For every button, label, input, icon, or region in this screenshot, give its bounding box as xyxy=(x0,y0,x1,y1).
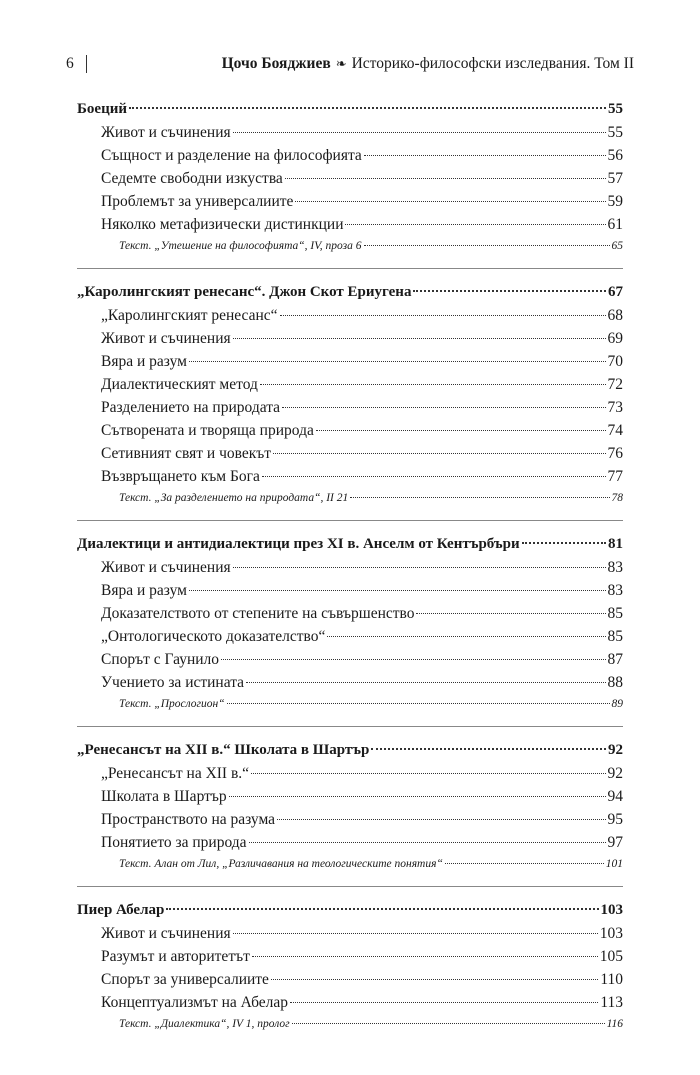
dot-leader xyxy=(445,862,604,864)
subsection-entry xyxy=(101,419,623,442)
dot-leader xyxy=(416,612,605,614)
dot-leader xyxy=(249,841,606,843)
subsection-entry xyxy=(101,213,623,236)
text-excerpt-entry xyxy=(119,854,623,875)
subsection-entry-page: 61 xyxy=(607,216,623,233)
subsection-entry-page: 55 xyxy=(607,124,623,141)
subsection-entry-page: 83 xyxy=(607,582,623,599)
subsection-entry-page: 95 xyxy=(607,811,623,828)
text-excerpt-entry-title: Текст. „Прослогион“ xyxy=(119,698,225,710)
subsection-entry-title: „Онтологическото доказателство“ xyxy=(101,628,326,645)
text-excerpt-entry-title: Текст. „За разделението на природата“, II 21 xyxy=(119,492,349,504)
text-excerpt-entry xyxy=(119,1014,623,1035)
subsection-entry-title: Доказателството от степените на съвършенство xyxy=(101,605,415,622)
subsection-entry xyxy=(101,327,623,350)
dot-leader xyxy=(227,702,610,704)
chapter-entry-page: 67 xyxy=(608,284,623,300)
subsection-entry-page: 110 xyxy=(600,971,623,988)
subsection-entry-title: Проблемът за универсалиите xyxy=(101,193,294,210)
subsection-entry-page: 74 xyxy=(607,422,623,439)
text-excerpt-entry-page: 65 xyxy=(611,240,623,252)
subsection-entry-title: Живот и съчинения xyxy=(101,559,231,576)
subsection-entry xyxy=(101,671,623,694)
text-excerpt-entry xyxy=(119,488,623,509)
subsection-entry-page: 73 xyxy=(607,399,623,416)
book-title: Историко-философски изследвания. Том II xyxy=(351,55,634,72)
chapter-entry xyxy=(77,739,623,762)
subsection-entry-title: Школата в Шартър xyxy=(101,788,227,805)
text-excerpt-entry-page: 78 xyxy=(611,492,623,504)
subsection-entry xyxy=(101,373,623,396)
text-excerpt-entry xyxy=(119,236,623,257)
subsection-entry xyxy=(101,991,623,1014)
dot-leader xyxy=(350,496,609,498)
subsection-entry xyxy=(101,121,623,144)
subsection-entry-page: 56 xyxy=(607,147,623,164)
subsection-entry-page: 70 xyxy=(607,353,623,370)
chapter-entry-title: Диалектици и антидиалектици през XI в. Анселм от Кентърбъри xyxy=(77,536,520,552)
subsection-entry xyxy=(101,785,623,808)
text-excerpt-entry-title: Текст. „Диалектика“, IV 1, пролог xyxy=(119,1018,290,1030)
dot-leader xyxy=(277,818,605,820)
subsection-entry-title: Вяра и разум xyxy=(101,582,187,599)
subsection-entry-page: 85 xyxy=(607,605,623,622)
dot-leader xyxy=(327,635,605,637)
subsection-entry-page: 83 xyxy=(607,559,623,576)
subsection-entry xyxy=(101,190,623,213)
dot-leader xyxy=(233,131,606,133)
subsection-entry xyxy=(101,922,623,945)
subsection-entry xyxy=(101,968,623,991)
chapter-entry xyxy=(77,281,623,304)
subsection-entry xyxy=(101,762,623,785)
subsection-entry-page: 92 xyxy=(607,765,623,782)
dot-leader xyxy=(285,177,606,179)
dot-leader xyxy=(273,452,605,454)
subsection-entry-title: Същност и разделение на философията xyxy=(101,147,362,164)
subsection-entry xyxy=(101,442,623,465)
chapter-entry-page: 103 xyxy=(600,902,623,918)
subsection-entry-title: Живот и съчинения xyxy=(101,124,231,141)
subsection-entry-title: Учението за истината xyxy=(101,674,245,691)
subsection-entry xyxy=(101,350,623,373)
dot-leader xyxy=(292,1022,605,1024)
subsection-entry-title: „Ренесансът на XII в.“ xyxy=(101,765,250,782)
dot-leader xyxy=(364,244,610,246)
text-excerpt-entry-title: Текст. „Утешение на философията“, IV, проза 6 xyxy=(119,240,362,252)
subsection-entry-title: Сътворената и творяща природа xyxy=(101,422,314,439)
dot-leader xyxy=(166,907,598,910)
subsection-entry-page: 59 xyxy=(607,193,623,210)
subsection-entry-page: 85 xyxy=(607,628,623,645)
table-of-contents xyxy=(77,98,623,1058)
chapter-entry xyxy=(77,533,623,556)
toc-section xyxy=(77,739,623,887)
chapter-entry-title: „Ренесансът на XII в.“ Школата в Шартър xyxy=(77,742,370,758)
subsection-entry-page: 68 xyxy=(607,307,623,324)
text-excerpt-entry-page: 116 xyxy=(606,1018,623,1030)
dot-leader xyxy=(260,383,606,385)
page-number-divider xyxy=(86,55,87,73)
text-excerpt-entry-page: 89 xyxy=(611,698,623,710)
subsection-entry xyxy=(101,465,623,488)
subsection-entry-title: Разумът и авторитетът xyxy=(101,948,250,965)
chapter-entry-page: 81 xyxy=(608,536,623,552)
dot-leader xyxy=(229,795,606,797)
subsection-entry-title: Няколко метафизически дистинкции xyxy=(101,216,344,233)
subsection-entry xyxy=(101,945,623,968)
subsection-entry-page: 76 xyxy=(607,445,623,462)
dot-leader xyxy=(271,978,598,980)
subsection-entry-page: 87 xyxy=(607,651,623,668)
toc-section xyxy=(77,98,623,269)
subsection-entry xyxy=(101,304,623,327)
subsection-entry xyxy=(101,167,623,190)
chapter-entry-title: Боеций xyxy=(77,101,128,117)
dot-leader xyxy=(522,541,606,544)
subsection-entry xyxy=(101,144,623,167)
subsection-entry xyxy=(101,396,623,419)
chapter-entry-title: „Каролингският ренесанс“. Джон Скот Ериугена xyxy=(77,284,412,300)
dot-leader xyxy=(282,406,605,408)
subsection-entry xyxy=(101,648,623,671)
subsection-entry-title: Спорът с Гаунило xyxy=(101,651,220,668)
chapter-entry-page: 92 xyxy=(608,742,623,758)
subsection-entry-page: 105 xyxy=(599,948,623,965)
toc-section xyxy=(77,533,623,727)
subsection-entry-title: „Каролингският ренесанс“ xyxy=(101,307,278,324)
subsection-entry-page: 69 xyxy=(607,330,623,347)
subsection-entry-title: Пространството на разума xyxy=(101,811,276,828)
subsection-entry-title: Възвръщането към Бога xyxy=(101,468,260,485)
dot-leader xyxy=(345,223,605,225)
dot-leader xyxy=(246,681,605,683)
subsection-entry-title: Разделението на природата xyxy=(101,399,281,416)
dot-leader xyxy=(189,360,606,362)
dot-leader xyxy=(221,658,605,660)
page-number: 6 xyxy=(66,55,74,72)
subsection-entry-title: Диалектическият метод xyxy=(101,376,258,393)
chapter-entry-title: Пиер Абелар xyxy=(77,902,165,918)
toc-section xyxy=(77,281,623,521)
subsection-entry-page: 77 xyxy=(607,468,623,485)
toc-section xyxy=(77,899,623,1046)
chapter-entry-page: 55 xyxy=(608,101,623,117)
subsection-entry xyxy=(101,625,623,648)
dot-leader xyxy=(364,154,606,156)
dot-leader xyxy=(189,589,606,591)
subsection-entry xyxy=(101,556,623,579)
text-excerpt-entry-title: Текст. Алан от Лил, „Различавания на теологическите понятия“ xyxy=(119,858,443,870)
chapter-entry xyxy=(77,899,623,922)
dot-leader xyxy=(251,772,605,774)
dot-leader xyxy=(295,200,605,202)
running-title xyxy=(222,52,634,76)
dot-leader xyxy=(233,566,606,568)
subsection-entry-page: 103 xyxy=(599,925,623,942)
text-excerpt-entry-page: 101 xyxy=(605,858,623,870)
subsection-entry-page: 97 xyxy=(607,834,623,851)
subsection-entry-title: Спорът за универсалиите xyxy=(101,971,269,988)
subsection-entry xyxy=(101,831,623,854)
subsection-entry-title: Сетивният свят и човекът xyxy=(101,445,272,462)
dot-leader xyxy=(252,955,598,957)
subsection-entry-page: 72 xyxy=(607,376,623,393)
dot-leader xyxy=(262,475,606,477)
subsection-entry-title: Седемте свободни изкуства xyxy=(101,170,283,187)
author-name: Цочо Бояджиев xyxy=(221,55,331,72)
subsection-entry-title: Живот и съчинения xyxy=(101,330,231,347)
fleuron-icon: ❧ xyxy=(335,56,347,71)
chapter-entry xyxy=(77,98,623,121)
subsection-entry-page: 94 xyxy=(607,788,623,805)
dot-leader xyxy=(371,747,606,750)
text-excerpt-entry xyxy=(119,694,623,715)
subsection-entry-title: Вяра и разум xyxy=(101,353,187,370)
dot-leader xyxy=(233,337,606,339)
dot-leader xyxy=(413,289,606,292)
dot-leader xyxy=(233,932,598,934)
dot-leader xyxy=(129,106,606,109)
dot-leader xyxy=(290,1001,598,1003)
subsection-entry-page: 113 xyxy=(600,994,623,1011)
subsection-entry-page: 57 xyxy=(607,170,623,187)
subsection-entry-page: 88 xyxy=(607,674,623,691)
running-head xyxy=(66,52,634,76)
dot-leader xyxy=(280,314,606,316)
subsection-entry xyxy=(101,808,623,831)
dot-leader xyxy=(316,429,606,431)
subsection-entry xyxy=(101,602,623,625)
subsection-entry xyxy=(101,579,623,602)
subsection-entry-title: Живот и съчинения xyxy=(101,925,231,942)
subsection-entry-title: Понятието за природа xyxy=(101,834,247,851)
subsection-entry-title: Концептуализмът на Абелар xyxy=(101,994,288,1011)
